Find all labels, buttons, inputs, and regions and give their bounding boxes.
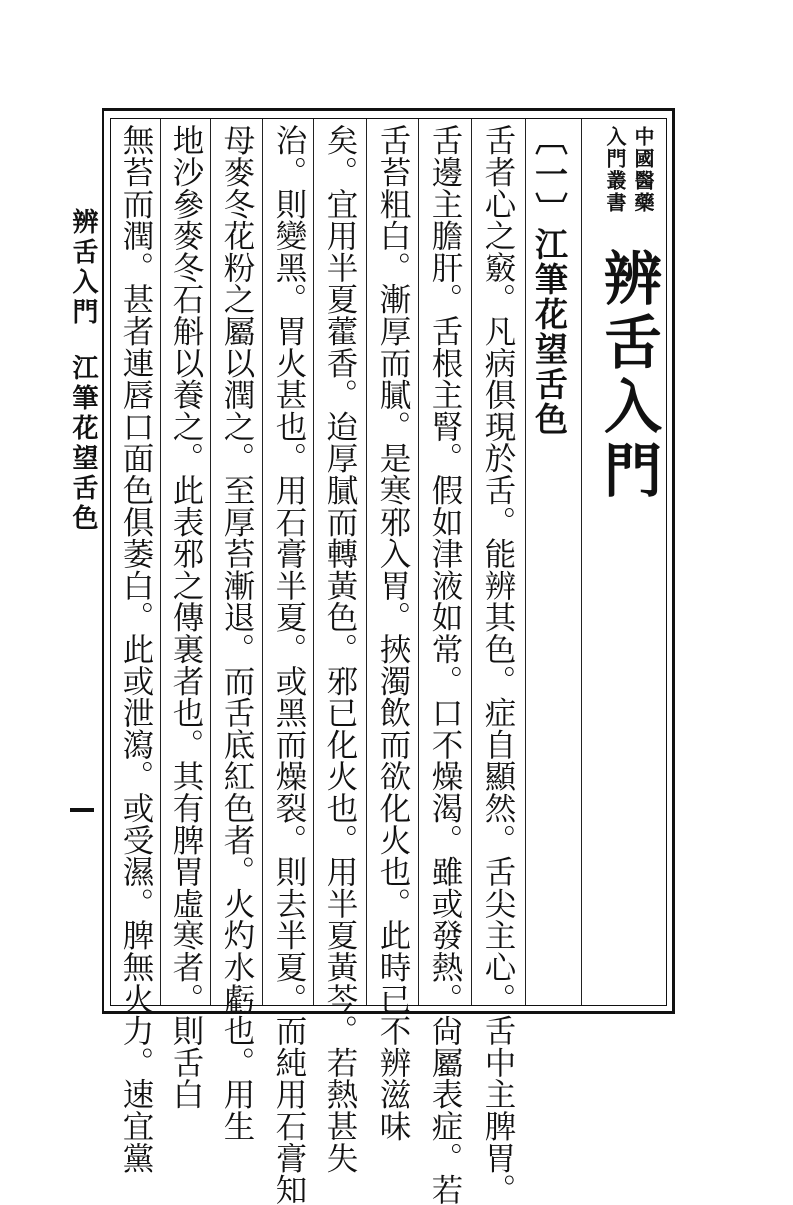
column-rule (525, 119, 526, 1005)
margin-header (68, 208, 98, 534)
body-text-column: 矣。宜用半夏藿香。迨厚膩而轉黃色。邪已化火也。用半夏黃芩。若熱甚失 (322, 124, 358, 1174)
column-rule (366, 119, 367, 1005)
column-rule (210, 119, 211, 1005)
margin-section-title: 江筆花望舌色 (68, 354, 98, 534)
column-rule (471, 119, 472, 1005)
body-text-column: 舌者心之竅。凡病俱現於舌。能辨其色。症自顯然。舌尖主心。舌中主脾胃。 (480, 124, 516, 1205)
body-text-column: 舌邊主膽肝。舌根主腎。假如津液如常。口不燥渴。雖或發熱。尙屬表症。若 (427, 124, 463, 1205)
series-name-line-2: 入門叢書 (603, 126, 627, 214)
margin-book-title: 辨舌入門 (68, 208, 98, 328)
body-text-column: 無苔而潤。甚者連唇口面色俱萎白。此或泄瀉。或受濕。脾無火力。速宜黨 (118, 124, 154, 1174)
column-rule (313, 119, 314, 1005)
body-text-column: 母麥冬花粉之屬以潤之。至厚苔漸退。而舌底紅色者。火灼水虧也。用生 (219, 124, 255, 1142)
column-rule (262, 119, 263, 1005)
body-text-column: 治。則變黑。胃火甚也。用石膏半夏。或黑而燥裂。則去半夏。而純用石膏知 (271, 124, 307, 1205)
body-text-column: 舌苔粗白。漸厚而膩。是寒邪入胃。挾濁飲而欲化火也。此時已不辨滋味 (375, 124, 411, 1142)
column-rule (418, 119, 419, 1005)
section-heading: 〔一〕江筆花望舌色 (530, 122, 569, 437)
book-title: 辨舌入門 (594, 248, 662, 504)
page-number (70, 808, 94, 812)
column-rule (160, 119, 161, 1005)
series-name-line-1: 中國醫藥 (631, 126, 655, 214)
body-text-column: 地沙參麥冬石斛以養之。此表邪之傳裏者也。其有脾胃虛寒者。則舌白 (168, 124, 204, 1110)
column-rule (581, 119, 582, 1005)
